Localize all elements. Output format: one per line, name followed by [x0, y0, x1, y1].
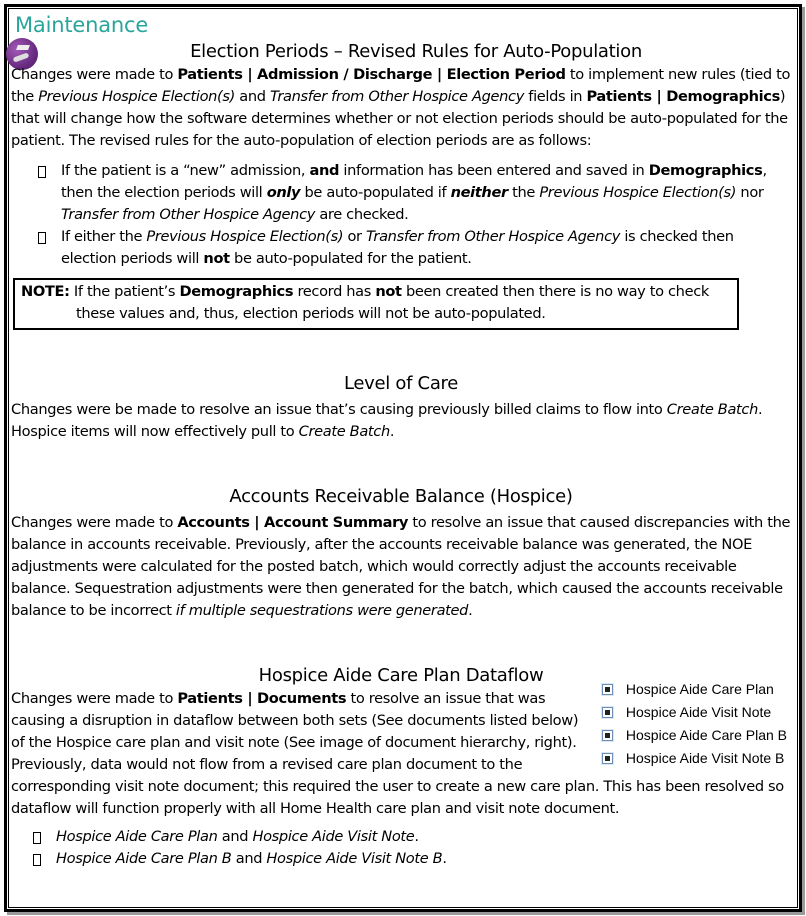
list-item-text: If either the Previous Hospice Election(s) or Transfer from Other Hospice Agency is checked then election periods will not be auto-populated for the patient.: [61, 228, 734, 267]
list-item: [33, 826, 791, 848]
list-item-text: Hospice Aide Care Plan B and Hospice Aide Visit Note B.: [56, 850, 447, 867]
paragraph-line: causing a disruption in dataflow between both sets (See documents listed below): [11, 712, 579, 729]
paragraph-line: Changes were made to Patients | Documents to resolve an issue that was: [11, 690, 546, 707]
section-accounts-receivable: [11, 485, 791, 622]
document-icon: [602, 684, 613, 695]
rules-list: [11, 160, 791, 270]
list-item: [38, 160, 791, 226]
section-heading: Election Periods – Revised Rules for Auto-Population: [190, 41, 642, 62]
note-text-continued: these values and, thus, election periods will not be auto-populated.: [76, 305, 546, 322]
document-hierarchy: [602, 678, 787, 770]
section-paragraph-continued: corresponding visit note document; this required the user to create a new care plan. This has been resolved so dataflow will function properly with all Home Health care plan and visit note document.: [11, 778, 784, 817]
document-icon: [602, 707, 613, 718]
doc-tree-item: Hospice Aide Care Plan B: [602, 724, 787, 747]
note-text: If the patient’s Demographics record has not been created then there is no way to check: [69, 283, 709, 300]
document-content: [11, 10, 791, 870]
list-item: [38, 226, 791, 270]
list-item: [33, 848, 791, 870]
note-box: [13, 278, 739, 330]
section-paragraph: Changes were made to Accounts | Account Summary to resolve an issue that caused discrepancies with the balance in accounts receivable. Previously, after the accounts receivable balance was generated, the NOE adjustments were calculated for the posted batch, which would correctly adjust the accounts receivable balance. Sequestration adjustments were then generated for the batch, which caused the accounts receivable balance to be incorrect if multiple sequestrations were generated.: [11, 514, 791, 619]
list-item-text: Hospice Aide Care Plan and Hospice Aide Visit Note.: [56, 828, 419, 845]
section-heading: Hospice Aide Care Plan Dataflow: [258, 665, 544, 686]
section-paragraph: Changes were made to Patients | Admission / Discharge | Election Period to implement new rules (tied to the Previous Hospice Election(s) and Transfer from Other Hospice Agency fields in Patients | Demographics) that will change how the software determines whether or not election periods should be auto-populated for the patient. The revised rules for the auto-population of election periods are as follows:: [11, 66, 791, 149]
list-item-text: If the patient is a “new” admission, and information has been entered and saved in Demographics, then the election periods will only be auto-populated if neither the Previous Hospice Election(s) nor Transfer from Other Hospice Agency are checked.: [61, 162, 767, 223]
section-level-of-care: [11, 372, 791, 443]
doc-tree-item: Hospice Aide Visit Note: [602, 701, 787, 724]
dataflow-block: [11, 681, 791, 776]
paragraph-line: of the Hospice care plan and visit note (See image of document hierarchy, right).: [11, 734, 577, 751]
square-bullet-icon: [33, 832, 41, 844]
note-label: NOTE:: [21, 283, 70, 300]
document-icon: [602, 753, 613, 764]
square-bullet-icon: [38, 166, 46, 178]
section-heading: Level of Care: [343, 373, 459, 394]
doc-tree-item: Hospice Aide Visit Note B: [602, 747, 787, 770]
square-bullet-icon: [38, 232, 46, 244]
doc-tree-item: Hospice Aide Care Plan: [602, 678, 787, 701]
section-heading: Accounts Receivable Balance (Hospice): [229, 486, 573, 507]
document-pairs-list: [11, 826, 791, 870]
paragraph-line: Previously, data would not flow from a revised care plan document to the: [11, 756, 523, 773]
dataflow-text: [11, 688, 601, 776]
section-paragraph: Changes were be made to resolve an issue that’s causing previously billed claims to flow into Create Batch. Hospice items will now effectively pull to Create Batch.: [11, 401, 763, 440]
section-title: Maintenance: [15, 13, 149, 37]
section-hospice-aide-care-plan: [11, 664, 791, 870]
square-bullet-icon: [33, 854, 41, 866]
section-election-periods: [11, 40, 791, 330]
document-icon: [602, 730, 613, 741]
